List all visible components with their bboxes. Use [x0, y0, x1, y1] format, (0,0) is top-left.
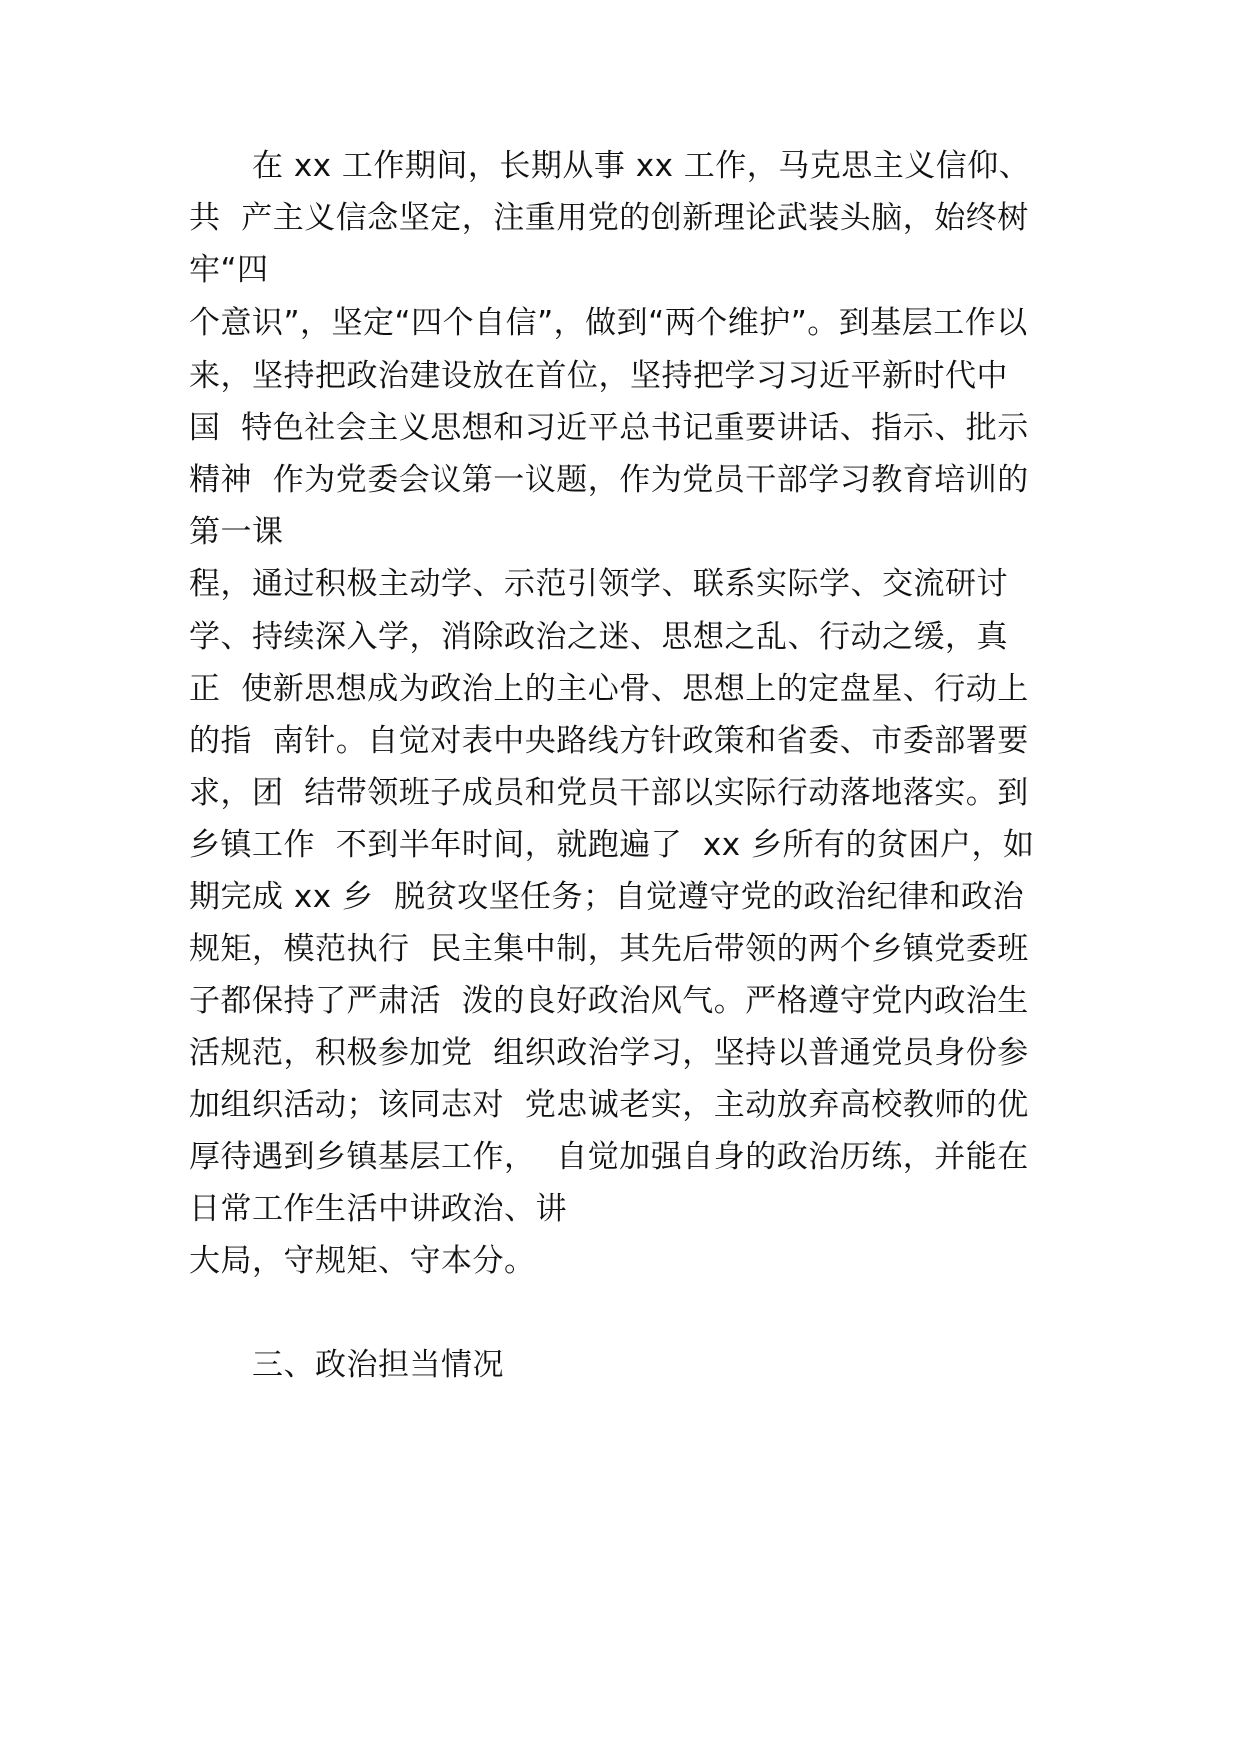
paragraph-line-18: 活规范，积极参加党 组织政治学习，坚持以普通党员身份参: [189, 1035, 1029, 1071]
paragraph-line-22: 大局，守规矩、守本分。: [189, 1243, 536, 1279]
paragraph-line-13: 求，团 结带领班子成员和党员干部以实际行动落地落实。到: [189, 775, 1029, 811]
paragraph-line-14: 乡镇工作 不到半年时间，就跑遍了 xx 乡所有的贫困户，如: [189, 827, 1035, 863]
paragraph-line-5: 来，坚持把政治建设放在首位，坚持把学习习近平新时代中: [189, 358, 1008, 394]
paragraph-line-20: 厚待遇到乡镇基层工作， 自觉加强自身的政治历练，并能在: [189, 1139, 1029, 1175]
paragraph-line-4: 个意识”，坚定“四个自信”，做到“两个维护”。到基层工作以: [189, 305, 1028, 341]
paragraph-line-21: 日常工作生活中讲政治、讲: [189, 1191, 567, 1227]
paragraph-line-16: 规矩，模范执行 民主集中制，其先后带领的两个乡镇党委班: [189, 931, 1029, 967]
paragraph-line-10: 学、持续深入学，消除政治之迷、思想之乱、行动之缓，真: [189, 619, 1008, 655]
paragraph-line-3: 牢“四: [189, 252, 269, 288]
paragraph-line-17: 子都保持了严肃活 泼的良好政治风气。严格遵守党内政治生: [189, 983, 1029, 1019]
paragraph-line-2: 共 产主义信念坚定，注重用党的创新理论武装头脑，始终树: [189, 200, 1029, 236]
paragraph-line-1: 在 xx 工作期间，长期从事 xx 工作，马克思主义信仰、: [252, 148, 1031, 184]
paragraph-line-9: 程，通过积极主动学、示范引领学、联系实际学、交流研讨: [189, 566, 1008, 602]
section-heading: 三、政治担当情况: [252, 1347, 504, 1383]
paragraph-line-11: 正 使新思想成为政治上的主心骨、思想上的定盘星、行动上: [189, 671, 1029, 707]
paragraph-line-8: 第一课: [189, 514, 284, 550]
paragraph-line-19: 加组织活动；该同志对 党忠诚老实，主动放弃高校教师的优: [189, 1087, 1029, 1123]
paragraph-line-12: 的指 南针。自觉对表中央路线方针政策和省委、市委部署要: [189, 723, 1029, 759]
paragraph-line-15: 期完成 xx 乡 脱贫攻坚任务；自觉遵守党的政治纪律和政治: [189, 879, 1025, 915]
paragraph-line-6: 国 特色社会主义思想和习近平总书记重要讲话、指示、批示: [189, 410, 1029, 446]
paragraph-line-7: 精神 作为党委会议第一议题，作为党员干部学习教育培训的: [189, 462, 1029, 498]
